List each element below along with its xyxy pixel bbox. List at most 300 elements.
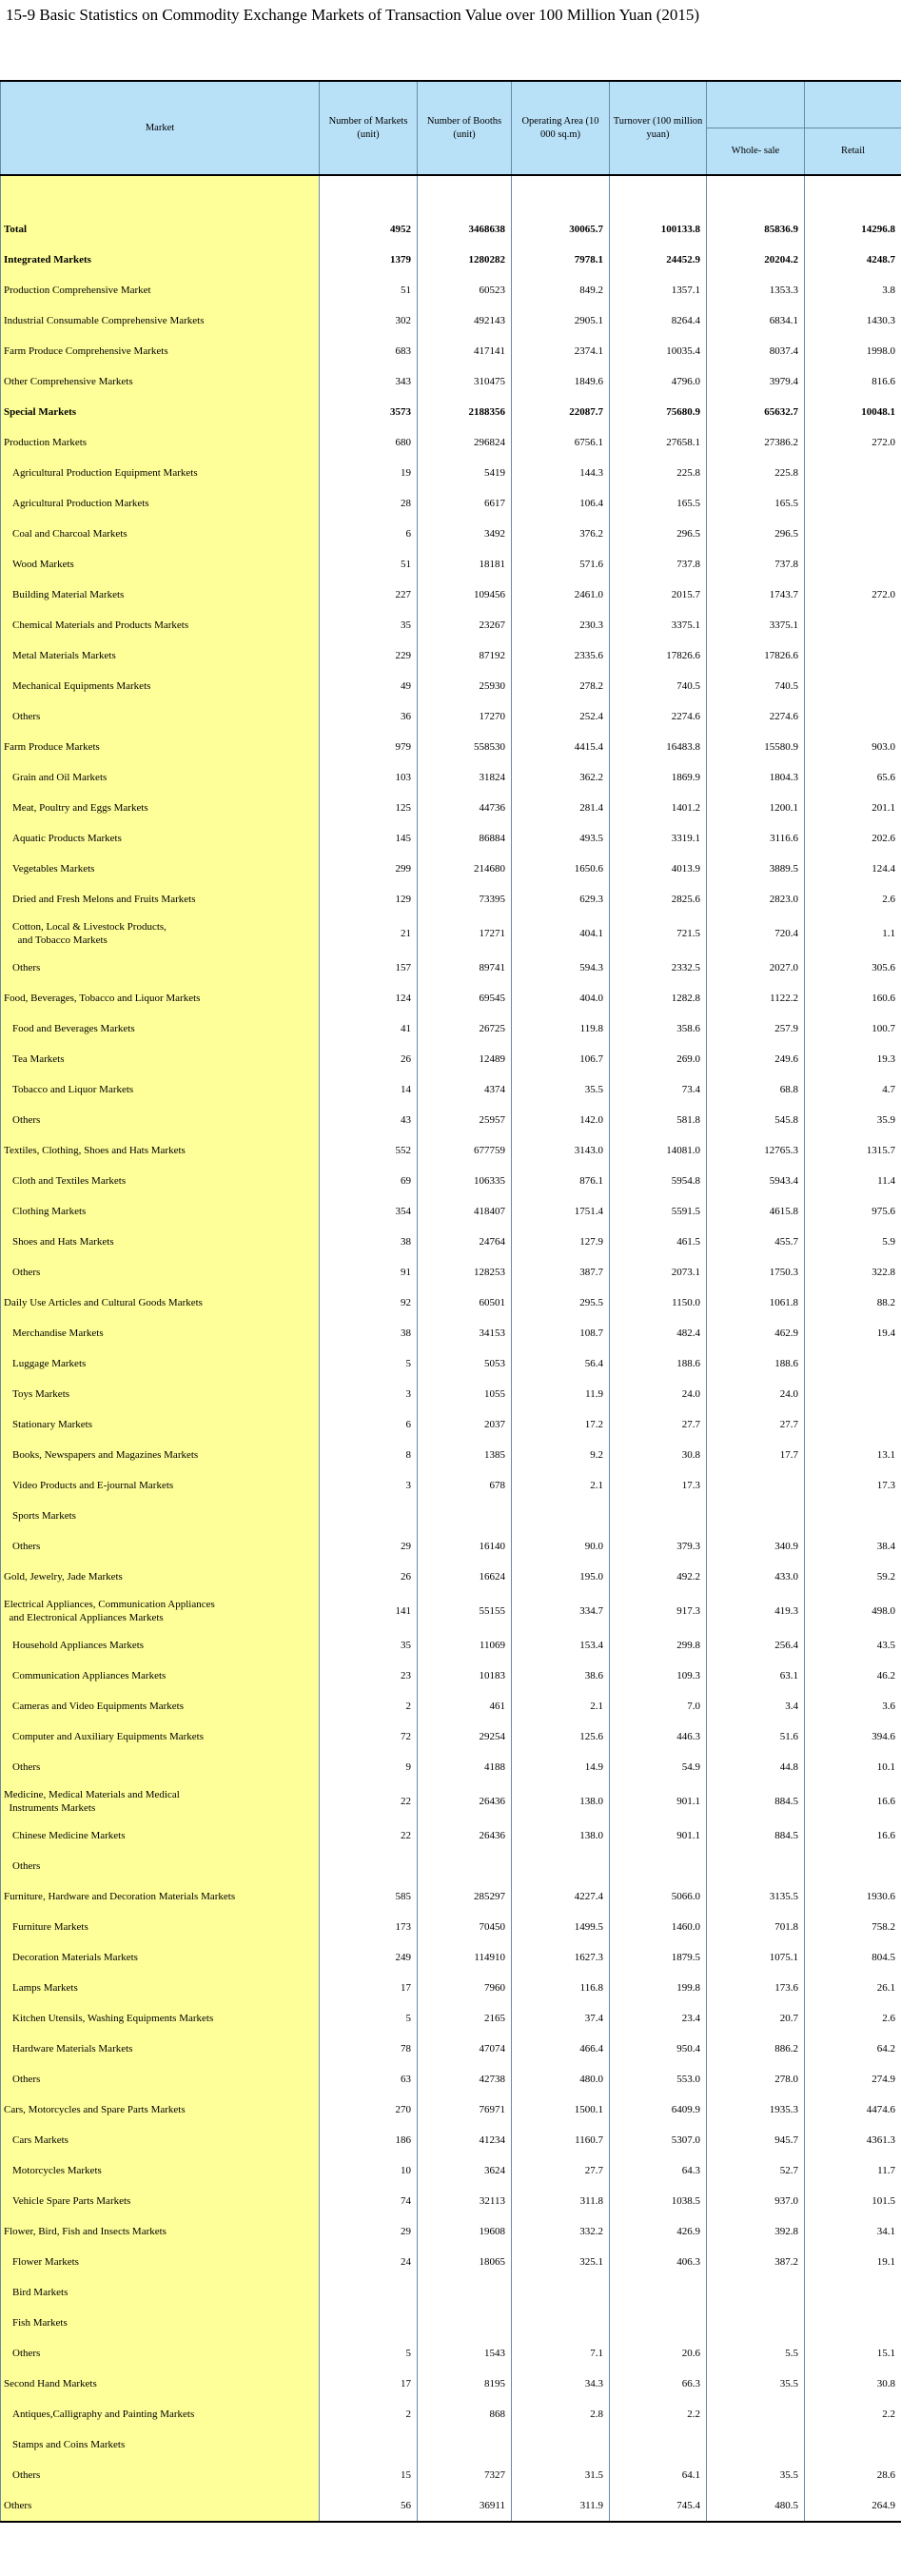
cell-area: 876.1: [512, 1166, 610, 1196]
cell-booths: 32113: [418, 2186, 512, 2216]
table-row: [1, 427, 901, 458]
cell-turnover: 1357.1: [610, 275, 707, 305]
cell-wholesale: 17826.6: [707, 640, 805, 671]
cell-turnover: 581.8: [610, 1105, 707, 1135]
cell-markets: 299: [320, 854, 418, 884]
cell-booths: 25930: [418, 671, 512, 701]
header-booths: Number of Booths (unit): [418, 81, 512, 175]
cell-booths: 11069: [418, 1630, 512, 1661]
table-row: [1, 2216, 901, 2247]
table-row: [1, 1318, 901, 1348]
cell-area: 38.6: [512, 1661, 610, 1691]
cell-wholesale: 1075.1: [707, 1942, 805, 1973]
table-row: [1, 2155, 901, 2186]
cell-wholesale: 1935.3: [707, 2094, 805, 2125]
table-row: [1, 854, 901, 884]
cell-turnover: 406.3: [610, 2247, 707, 2277]
cell-retail: [805, 458, 901, 488]
cell-markets: 51: [320, 549, 418, 580]
market-label: Video Products and E-journal Markets: [1, 1470, 320, 1501]
market-label: Medicine, Medical Materials and Medical Instruments Markets: [1, 1782, 320, 1820]
header-markets: Number of Markets (unit): [320, 81, 418, 175]
cell-retail: 160.6: [805, 983, 901, 1013]
cell-wholesale: 52.7: [707, 2155, 805, 2186]
table-row: [1, 1135, 901, 1166]
market-label: Dried and Fresh Melons and Fruits Markets: [1, 884, 320, 914]
cell-wholesale: 419.3: [707, 1592, 805, 1630]
cell-turnover: 2825.6: [610, 884, 707, 914]
cell-markets: 585: [320, 1881, 418, 1912]
cell-wholesale: 886.2: [707, 2034, 805, 2064]
cell-turnover: 2073.1: [610, 1257, 707, 1288]
market-label: Food, Beverages, Tobacco and Liquor Markets: [1, 983, 320, 1013]
cell-markets: 23: [320, 1661, 418, 1691]
cell-retail: 272.0: [805, 427, 901, 458]
cell-area: 1849.6: [512, 366, 610, 397]
market-label: Flower, Bird, Fish and Insects Markets: [1, 2216, 320, 2247]
header-area: Operating Area (10 000 sq.m): [512, 81, 610, 175]
cell-markets: 249: [320, 1942, 418, 1973]
cell-retail: 38.4: [805, 1531, 901, 1562]
cell-retail: 34.1: [805, 2216, 901, 2247]
cell-area: 1499.5: [512, 1912, 610, 1942]
cell-markets: 680: [320, 427, 418, 458]
table-row: [1, 701, 901, 732]
cell-area: 7.1: [512, 2338, 610, 2369]
cell-retail: 59.2: [805, 1562, 901, 1592]
cell-retail: 394.6: [805, 1721, 901, 1752]
market-label: Toys Markets: [1, 1379, 320, 1409]
market-label: Gold, Jewelry, Jade Markets: [1, 1562, 320, 1592]
cell-wholesale: 1061.8: [707, 1288, 805, 1318]
table-row: [1, 2277, 901, 2308]
table-row: [1, 1013, 901, 1044]
market-label: Agricultural Production Equipment Markets: [1, 458, 320, 488]
cell-booths: 18065: [418, 2247, 512, 2277]
cell-turnover: 73.4: [610, 1074, 707, 1105]
cell-turnover: 1401.2: [610, 793, 707, 823]
cell-retail: [805, 549, 901, 580]
cell-retail: 1998.0: [805, 336, 901, 366]
cell-retail: 4361.3: [805, 2125, 901, 2155]
market-label: Computer and Auxiliary Equipments Markets: [1, 1721, 320, 1752]
cell-retail: 13.1: [805, 1440, 901, 1470]
cell-turnover: 737.8: [610, 549, 707, 580]
market-label: Other Comprehensive Markets: [1, 366, 320, 397]
cell-turnover: 553.0: [610, 2064, 707, 2094]
cell-turnover: 917.3: [610, 1592, 707, 1630]
cell-booths: 1055: [418, 1379, 512, 1409]
cell-markets: 78: [320, 2034, 418, 2064]
market-label: Vehicle Spare Parts Markets: [1, 2186, 320, 2216]
table-row: [1, 275, 901, 305]
cell-markets: [320, 2308, 418, 2338]
cell-retail: 2.6: [805, 2003, 901, 2034]
table-row: [1, 2125, 901, 2155]
cell-turnover: 5954.8: [610, 1166, 707, 1196]
cell-retail: 322.8: [805, 1257, 901, 1288]
cell-area: 466.4: [512, 2034, 610, 2064]
cell-retail: [805, 2308, 901, 2338]
market-label: Coal and Charcoal Markets: [1, 519, 320, 549]
cell-turnover: 100133.8: [610, 214, 707, 245]
cell-area: 4227.4: [512, 1881, 610, 1912]
market-label: Building Material Markets: [1, 580, 320, 610]
cell-retail: 5.9: [805, 1227, 901, 1257]
cell-booths: 69545: [418, 983, 512, 1013]
cell-area: 1627.3: [512, 1942, 610, 1973]
cell-area: 404.1: [512, 914, 610, 953]
market-label: Others: [1, 2338, 320, 2369]
cell-booths: 60501: [418, 1288, 512, 1318]
market-label: Aquatic Products Markets: [1, 823, 320, 854]
market-label: Special Markets: [1, 397, 320, 427]
cell-booths: [418, 2277, 512, 2308]
cell-markets: 38: [320, 1318, 418, 1348]
cell-booths: [418, 1501, 512, 1531]
cell-turnover: 5066.0: [610, 1881, 707, 1912]
market-label: Metal Materials Markets: [1, 640, 320, 671]
cell-area: 22087.7: [512, 397, 610, 427]
table-row: [1, 1531, 901, 1562]
cell-markets: 29: [320, 1531, 418, 1562]
cell-wholesale: [707, 2399, 805, 2429]
cell-wholesale: 5943.4: [707, 1166, 805, 1196]
cell-turnover: 64.1: [610, 2460, 707, 2490]
cell-booths: 3624: [418, 2155, 512, 2186]
cell-booths: 558530: [418, 732, 512, 762]
cell-markets: 24: [320, 2247, 418, 2277]
cell-booths: 25957: [418, 1105, 512, 1135]
market-label: Tea Markets: [1, 1044, 320, 1074]
cell-turnover: [610, 1501, 707, 1531]
cell-turnover: 299.8: [610, 1630, 707, 1661]
cell-retail: 11.7: [805, 2155, 901, 2186]
table-row: [1, 1227, 901, 1257]
cell-booths: 16140: [418, 1531, 512, 1562]
cell-markets: 5: [320, 2003, 418, 2034]
cell-retail: 1.1: [805, 914, 901, 953]
cell-markets: 29: [320, 2216, 418, 2247]
table-row: [1, 762, 901, 793]
market-label: Merchandise Markets: [1, 1318, 320, 1348]
cell-area: 34.3: [512, 2369, 610, 2399]
cell-booths: 2188356: [418, 397, 512, 427]
cell-wholesale: 15580.9: [707, 732, 805, 762]
cell-wholesale: 2274.6: [707, 701, 805, 732]
cell-area: 108.7: [512, 1318, 610, 1348]
cell-retail: 272.0: [805, 580, 901, 610]
market-label: Grain and Oil Markets: [1, 762, 320, 793]
cell-wholesale: 3.4: [707, 1691, 805, 1721]
cell-wholesale: [707, 2308, 805, 2338]
cell-booths: 106335: [418, 1166, 512, 1196]
cell-booths: 17270: [418, 701, 512, 732]
cell-area: 594.3: [512, 953, 610, 983]
cell-markets: 43: [320, 1105, 418, 1135]
cell-turnover: [610, 2308, 707, 2338]
cell-markets: 552: [320, 1135, 418, 1166]
cell-markets: 92: [320, 1288, 418, 1318]
market-label: Daily Use Articles and Cultural Goods Markets: [1, 1288, 320, 1318]
cell-wholesale: 63.1: [707, 1661, 805, 1691]
cell-area: 106.4: [512, 488, 610, 519]
market-label: Tobacco and Liquor Markets: [1, 1074, 320, 1105]
cell-retail: 19.1: [805, 2247, 901, 2277]
cell-markets: 14: [320, 1074, 418, 1105]
cell-turnover: [610, 2429, 707, 2460]
cell-wholesale: 249.6: [707, 1044, 805, 1074]
cell-area: 142.0: [512, 1105, 610, 1135]
table-row: [1, 2490, 901, 2522]
cell-turnover: 492.2: [610, 1562, 707, 1592]
cell-wholesale: 937.0: [707, 2186, 805, 2216]
cell-markets: 51: [320, 275, 418, 305]
spacer-row: [1, 175, 901, 214]
cell-wholesale: 188.6: [707, 1348, 805, 1379]
cell-wholesale: 296.5: [707, 519, 805, 549]
cell-area: 1751.4: [512, 1196, 610, 1227]
cell-area: 153.4: [512, 1630, 610, 1661]
cell-retail: [805, 1501, 901, 1531]
cell-area: 106.7: [512, 1044, 610, 1074]
cell-wholesale: 225.8: [707, 458, 805, 488]
cell-retail: 30.8: [805, 2369, 901, 2399]
cell-retail: 3.8: [805, 275, 901, 305]
cell-wholesale: 20204.2: [707, 245, 805, 275]
table-row: [1, 245, 901, 275]
cell-turnover: 225.8: [610, 458, 707, 488]
cell-markets: 141: [320, 1592, 418, 1630]
cell-turnover: 358.6: [610, 1013, 707, 1044]
cell-wholesale: [707, 1501, 805, 1531]
cell-booths: 26725: [418, 1013, 512, 1044]
cell-retail: [805, 488, 901, 519]
cell-turnover: 379.3: [610, 1531, 707, 1562]
cell-area: 281.4: [512, 793, 610, 823]
cell-turnover: 17.3: [610, 1470, 707, 1501]
cell-retail: 264.9: [805, 2490, 901, 2522]
market-label: Production Markets: [1, 427, 320, 458]
cell-area: 278.2: [512, 671, 610, 701]
cell-booths: 4188: [418, 1752, 512, 1782]
cell-markets: 72: [320, 1721, 418, 1752]
cell-booths: 24764: [418, 1227, 512, 1257]
cell-retail: 16.6: [805, 1782, 901, 1820]
cell-turnover: 24452.9: [610, 245, 707, 275]
cell-area: 376.2: [512, 519, 610, 549]
cell-retail: 274.9: [805, 2064, 901, 2094]
cell-wholesale: 1750.3: [707, 1257, 805, 1288]
cell-turnover: 199.8: [610, 1973, 707, 2003]
market-label: Others: [1, 953, 320, 983]
table-row: [1, 793, 901, 823]
cell-markets: 3573: [320, 397, 418, 427]
cell-booths: 417141: [418, 336, 512, 366]
cell-retail: 65.6: [805, 762, 901, 793]
cell-area: [512, 2308, 610, 2338]
cell-retail: [805, 1409, 901, 1440]
cell-wholesale: 884.5: [707, 1782, 805, 1820]
cell-booths: 296824: [418, 427, 512, 458]
cell-booths: 678: [418, 1470, 512, 1501]
cell-markets: 6: [320, 519, 418, 549]
cell-wholesale: 3889.5: [707, 854, 805, 884]
cell-booths: 7327: [418, 2460, 512, 2490]
cell-booths: 16624: [418, 1562, 512, 1592]
market-label: Furniture Markets: [1, 1912, 320, 1942]
cell-retail: 10048.1: [805, 397, 901, 427]
cell-area: 332.2: [512, 2216, 610, 2247]
market-label: Communication Appliances Markets: [1, 1661, 320, 1691]
market-label: Industrial Consumable Comprehensive Markets: [1, 305, 320, 336]
cell-booths: 44736: [418, 793, 512, 823]
market-label: Clothing Markets: [1, 1196, 320, 1227]
cell-booths: 214680: [418, 854, 512, 884]
cell-turnover: 4796.0: [610, 366, 707, 397]
cell-area: 6756.1: [512, 427, 610, 458]
header-wholesale: Whole- sale: [707, 128, 805, 176]
cell-wholesale: 701.8: [707, 1912, 805, 1942]
cell-turnover: 1879.5: [610, 1942, 707, 1973]
cell-markets: 5: [320, 2338, 418, 2369]
cell-markets: 15: [320, 2460, 418, 2490]
cell-wholesale: [707, 1851, 805, 1881]
table-row: [1, 519, 901, 549]
cell-area: 295.5: [512, 1288, 610, 1318]
cell-markets: 19: [320, 458, 418, 488]
cell-wholesale: 51.6: [707, 1721, 805, 1752]
cell-area: 2.8: [512, 2399, 610, 2429]
cell-markets: 129: [320, 884, 418, 914]
cell-booths: 36911: [418, 2490, 512, 2522]
table-row: [1, 1196, 901, 1227]
cell-retail: 3.6: [805, 1691, 901, 1721]
cell-area: [512, 1851, 610, 1881]
statistics-table: [0, 80, 901, 2523]
table-header: [1, 81, 901, 175]
table-row: [1, 1501, 901, 1531]
cell-booths: 10183: [418, 1661, 512, 1691]
cell-markets: 91: [320, 1257, 418, 1288]
cell-area: 571.6: [512, 549, 610, 580]
cell-area: 3143.0: [512, 1135, 610, 1166]
table-row: [1, 1044, 901, 1074]
table-row: [1, 2369, 901, 2399]
cell-booths: 34153: [418, 1318, 512, 1348]
cell-markets: 17: [320, 1973, 418, 2003]
header-retail-top: [805, 81, 901, 128]
header-retail: Retail: [805, 128, 901, 176]
cell-markets: [320, 1501, 418, 1531]
cell-markets: 157: [320, 953, 418, 983]
cell-turnover: 14081.0: [610, 1135, 707, 1166]
cell-area: 1650.6: [512, 854, 610, 884]
cell-turnover: 426.9: [610, 2216, 707, 2247]
cell-area: 2.1: [512, 1691, 610, 1721]
table-row: [1, 1881, 901, 1912]
market-label: Kitchen Utensils, Washing Equipments Markets: [1, 2003, 320, 2034]
cell-markets: 683: [320, 336, 418, 366]
cell-wholesale: 3979.4: [707, 366, 805, 397]
table-row: [1, 1562, 901, 1592]
cell-area: 311.9: [512, 2490, 610, 2522]
cell-retail: 15.1: [805, 2338, 901, 2369]
cell-wholesale: 462.9: [707, 1318, 805, 1348]
market-label: Flower Markets: [1, 2247, 320, 2277]
cell-wholesale: 1122.2: [707, 983, 805, 1013]
cell-area: 311.8: [512, 2186, 610, 2216]
cell-markets: 26: [320, 1562, 418, 1592]
cell-markets: 74: [320, 2186, 418, 2216]
table-row: [1, 1721, 901, 1752]
cell-area: 37.4: [512, 2003, 610, 2034]
cell-turnover: 950.4: [610, 2034, 707, 2064]
cell-markets: [320, 2429, 418, 2460]
cell-retail: 26.1: [805, 1973, 901, 2003]
cell-turnover: 1038.5: [610, 2186, 707, 2216]
cell-area: 2.1: [512, 1470, 610, 1501]
table-row: [1, 1782, 901, 1820]
cell-markets: 56: [320, 2490, 418, 2522]
cell-retail: 1315.7: [805, 1135, 901, 1166]
cell-booths: 1280282: [418, 245, 512, 275]
cell-retail: 101.5: [805, 2186, 901, 2216]
table-row: [1, 1820, 901, 1851]
cell-retail: 975.6: [805, 1196, 901, 1227]
cell-turnover: [610, 2277, 707, 2308]
cell-retail: 4248.7: [805, 245, 901, 275]
cell-booths: 2037: [418, 1409, 512, 1440]
cell-turnover: 3319.1: [610, 823, 707, 854]
cell-turnover: 2.2: [610, 2399, 707, 2429]
table-row: [1, 2399, 901, 2429]
cell-area: 125.6: [512, 1721, 610, 1752]
cell-area: 1500.1: [512, 2094, 610, 2125]
table-row: [1, 2064, 901, 2094]
market-label: Cotton, Local & Livestock Products, and Tobacco Markets: [1, 914, 320, 953]
cell-retail: [805, 610, 901, 640]
cell-turnover: 1282.8: [610, 983, 707, 1013]
cell-area: 325.1: [512, 2247, 610, 2277]
table-row: [1, 1630, 901, 1661]
cell-wholesale: 12765.3: [707, 1135, 805, 1166]
cell-area: 35.5: [512, 1074, 610, 1105]
cell-turnover: 17826.6: [610, 640, 707, 671]
market-label: Sports Markets: [1, 1501, 320, 1531]
cell-wholesale: 1353.3: [707, 275, 805, 305]
cell-markets: 22: [320, 1820, 418, 1851]
cell-booths: 3492: [418, 519, 512, 549]
cell-turnover: 30.8: [610, 1440, 707, 1470]
table-row: [1, 1288, 901, 1318]
cell-turnover: 8264.4: [610, 305, 707, 336]
cell-booths: 70450: [418, 1912, 512, 1942]
cell-wholesale: [707, 2277, 805, 2308]
cell-retail: 43.5: [805, 1630, 901, 1661]
market-label: Furniture, Hardware and Decoration Materials Markets: [1, 1881, 320, 1912]
cell-area: 1160.7: [512, 2125, 610, 2155]
market-label: Meat, Poultry and Eggs Markets: [1, 793, 320, 823]
table-row: [1, 366, 901, 397]
cell-wholesale: 340.9: [707, 1531, 805, 1562]
cell-booths: 109456: [418, 580, 512, 610]
market-label: Farm Produce Markets: [1, 732, 320, 762]
table-row: [1, 488, 901, 519]
cell-wholesale: 3116.6: [707, 823, 805, 854]
cell-retail: 202.6: [805, 823, 901, 854]
cell-turnover: 1460.0: [610, 1912, 707, 1942]
